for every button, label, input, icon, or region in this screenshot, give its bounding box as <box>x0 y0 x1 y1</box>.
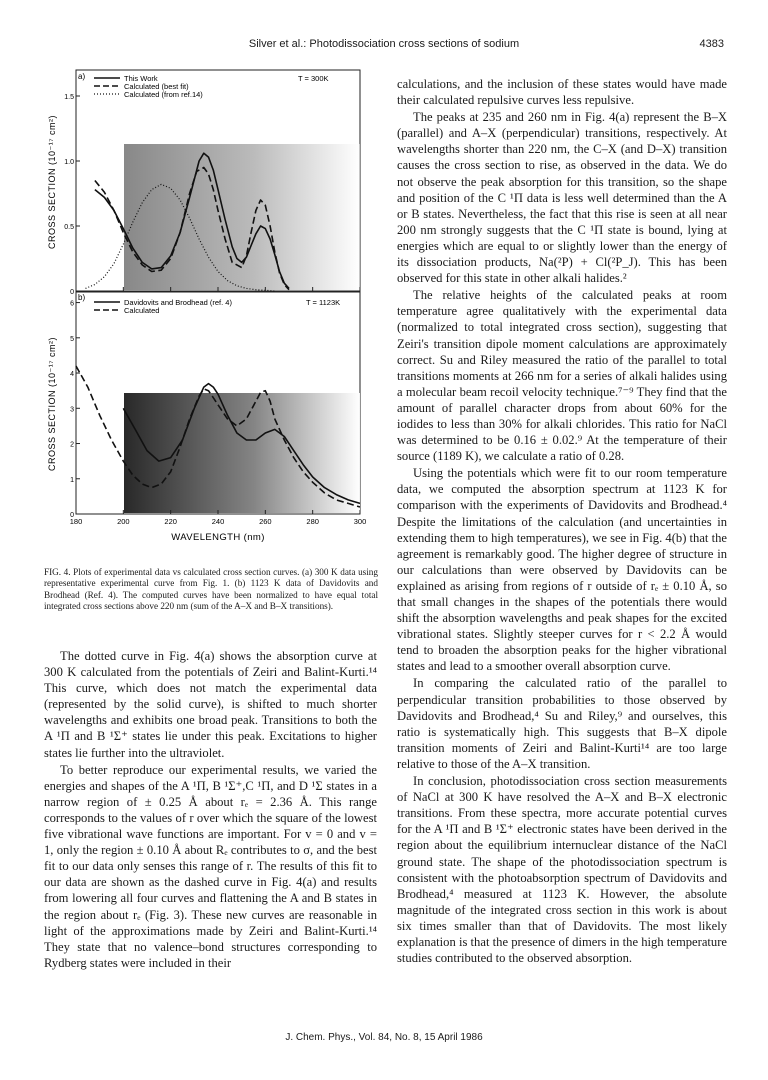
panel-b-label: b) <box>78 293 86 302</box>
legend-a-best-fit: Calculated (best fit) <box>124 82 189 91</box>
right-paragraph-4: Using the potentials which were fit to our room temperature data, we computed the absorption spectrum at 1123 K for comparison with the experiments of Davidovits and Brodhead.⁴ Despite the limitations of the calculation (and uncertainties in extending them to high temperatures), we see in Fig. 4(b) that the agreement is remarkably good. The higher degree of structure in our calculations than were observed by Davidovits can be explained as arising from regions of r outside of rₑ ± 0.10 Å, so that small changes in the shapes of the potentials there would shift the absorption wavelengths and peak shapes for the excited vibrational states. Slightly steeper curves for r < 2.2 Å would tend to broaden the absorption peaks for the higher vibrational states and lead to a smoother overall absorption curve. <box>397 466 727 674</box>
page-number: 4383 <box>699 38 724 50</box>
panel-a-ytick-label: 0 <box>70 289 74 296</box>
panel-b-ytick-label: 3 <box>70 406 74 414</box>
left-paragraph-2: To better reproduce our experimental results, we varied the energies and shapes of the A ¹Π, B ¹Σ⁺,C ¹Π, and D ¹Σ states in a narrow region of ± 0.25 Å about rₑ = 2.36 Å. This range corresponds to the values of r over which the square of the lowest five vibrational wave functions are important. For v = 0 and v = 1, only the region ± 0.10 Å about Rₑ contributes to σ, and the best fit to our data only senses this range of r. The results of this fit to our data are shown as the dashed curve in Fig. 4(a) and results from lowering all four curves and flattening the A and B states in the region about rₑ (Fig. 3). These new curves are reasonable in light of the approximations made by Zeiri and Balint-Kurti.¹⁴ They state that no valence–bond structures corresponding to Rydberg states were included in their <box>44 762 377 970</box>
x-tick-label: 280 <box>306 517 319 526</box>
x-tick-label: 240 <box>211 517 225 526</box>
journal-footer: J. Chem. Phys., Vol. 84, No. 8, 15 April 1986 <box>285 1032 483 1043</box>
panel-b-ylabel: CROSS SECTION (10⁻¹⁷ cm²) <box>47 336 57 472</box>
right-paragraph-1: calculations, and the inclusion of these states would have made their calculated repulsive curves less repulsive. <box>397 77 727 108</box>
panel-a-ytick-label: 1.5 <box>64 94 74 101</box>
x-tick-label: 200 <box>117 517 130 526</box>
panel-b-shading <box>124 393 360 513</box>
x-tick-label: 300 <box>353 517 367 526</box>
figure-caption: FIG. 4. Plots of experimental data vs calculated cross section curves. (a) 300 K data using representative experimental curve from Fig. 1. (b) 1123 K data of Davidovits and Brodhead (Ref. 4). The computed curves have been normalized to have equal total integrated cross sections above 220 nm (sum of the A–X and B–X transitions). <box>44 567 378 612</box>
x-tick-label: 260 <box>259 517 272 526</box>
running-header <box>44 38 724 54</box>
panel-b-ytick-label: 5 <box>70 335 74 343</box>
legend-b-calculated: Calculated <box>124 306 160 315</box>
panel-a-label: a) <box>78 72 86 81</box>
x-tick-label: 220 <box>164 517 177 526</box>
panel-a-temperature: T = 300K <box>298 74 329 83</box>
panel-a-ylabel: CROSS SECTION (10⁻¹⁷ cm²) <box>47 114 57 250</box>
legend-a-ref14: Calculated (from ref.14) <box>124 90 203 99</box>
right-column <box>397 76 727 967</box>
panel-b-ytick-label: 1 <box>70 476 74 484</box>
panel-a-ytick-label: 0.5 <box>64 224 74 231</box>
right-paragraph-5: In comparing the calculated ratio of the parallel to perpendicular transition probabilities to those observed by Davidovits and Brodhead,⁴ Su and Riley,⁹ and ourselves, this ratio is systematically high. This suggests that B–X dipole transition moments of Zeiri and Balint-Kurti¹⁴ are too large relative to those of the A–X transition. <box>397 676 727 771</box>
figure-4 <box>44 66 380 566</box>
right-paragraph-3: The relative heights of the calculated peaks at room temperature agree qualitatively with the experimental data (normalized to total integrated cross section), suggesting that Zeiri's transition dipole moment calculations are approximately correct. Su and Riley measured the ratio of the parallel to total transitions moments at 266 nm for a series of alkali halides using a molecular beam recoil velocity technique.⁷⁻⁹ They find that the amount of parallel character drops from about 60% for the iodides to less than 30% for alkali chlorides. This ratio for NaCl was determined to be 0.16 ± 0.02.⁹ At the temperature of their source (1189 K), we calculate a ratio of 0.28. <box>397 288 727 464</box>
panel-b-temperature: T = 1123K <box>306 298 341 307</box>
legend-a-this-work: This Work <box>124 74 158 83</box>
panel-b-ytick-label: 0 <box>70 512 74 519</box>
right-paragraph-6: In conclusion, photodissociation cross section measurements of NaCl at 300 K have resolved the A–X and B–X electronic transitions. From these spectra, more accurate potential curves for the A ¹Π and B ¹Σ⁺ electronic states have been derived in the region about the equilibrium internuclear distance of the NaCl ground state. The shape of the photodissociation spectrum is consistent with the photoabsorption spectrum of Davidovits and Brodhead,⁴ measured at 1123 K. However, the absolute magnitude of the integrated cross section in this work is about six times smaller than that of Davidovits. The most likely explanation is that the presence of dimers in the high temperature studies contributed to the observed absorption. <box>397 774 727 966</box>
panel-b-ytick-label: 2 <box>70 441 74 449</box>
legend-b-davidovits: Davidovits and Brodhead (ref. 4) <box>124 298 232 307</box>
running-title: Silver et al.: Photodissociation cross sections of sodium <box>248 38 520 50</box>
figure-4-plot <box>44 66 380 566</box>
panel-b-ytick-label: 4 <box>70 371 74 379</box>
panel-a-ytick-label: 1.0 <box>64 159 74 166</box>
left-column <box>44 648 377 972</box>
right-paragraph-2: The peaks at 235 and 260 nm in Fig. 4(a) represent the B–X (parallel) and A–X (perpendicular) transitions, respectively. At wavelengths shorter than 220 nm, the C–X (and D–X) transition causes the cross section to rise, as observed in the data. We do not observe the peak absorption for this transition, so the shape and position of the C ¹Π data is less well determined than the A or B states. Nevertheless, the fact that this rise is seen at all near 200 nm strongly suggests that the C ¹Π state is bound, lying at energies which are equal to or slightly lower than the energy of its dissociation products, Na(²P) + Cl(²P_J). This has been observed for this state in other alkali halides.² <box>397 110 727 286</box>
x-axis-label: WAVELENGTH (nm) <box>171 532 265 543</box>
x-tick-label: 180 <box>69 517 83 526</box>
left-paragraph-1: The dotted curve in Fig. 4(a) shows the absorption curve at 300 K calculated from the potentials of Zeiri and Balint-Kurti.¹⁴ This curve, which does not match the experimental data (represented by the solid curve), is shifted to much shorter wavelengths and exhibits one broad peak. Transitions to both the A ¹Π and B ¹Σ⁺ states lie under this peak. Excitations to higher states lie further into the ultraviolet. <box>44 649 377 760</box>
panel-b-ytick-label: 6 <box>70 300 74 308</box>
